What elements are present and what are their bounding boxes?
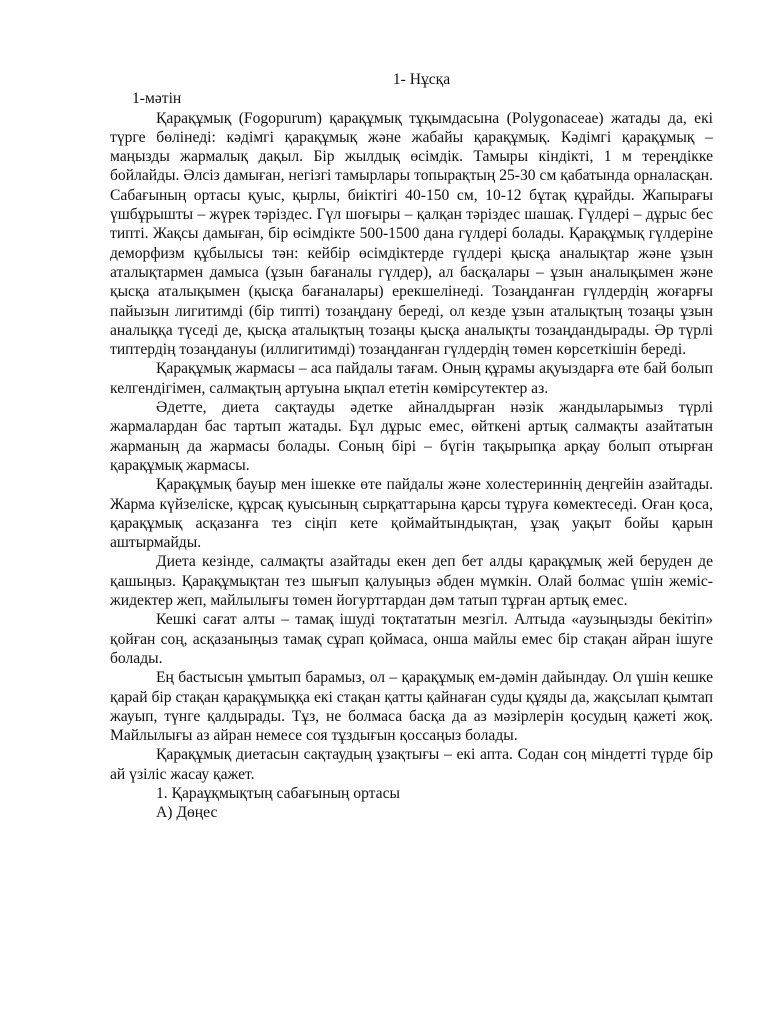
paragraph-6: Кешкі сағат алты – тамақ ішуді тоқтататын мезгіл. Алтыда «аузыңызды бекітіп» қойған соң, асқазаныңыз тамақ сұрап қоймаса, онша майлы емес бір стақан айран ішуге болады. — [110, 611, 713, 667]
paragraph-1: Қарақұмық (Fogopurum) қарақұмық тұқымдасына (Polygonaceae) жатады да, екі түрге бөлінеді: кәдімгі қарақұмық және жабайы қарақұмық. Кәдімгі қарақұмық – маңызды жармалық дақыл. Бір жылдық өсімдік. Тамыры кіндікті, 1 м тереңдікке бойлайды. Әлсіз дамыған, негізгі тамырлары топырақтың 25-30 см қабатында орналасқан. Сабағының ортасы қуыс, қырлы, биіктігі 40-150 см, 10-12 бұтақ құрайды. Жапырағы үшбұрышты – жүрек тәріздес. Гүл шоғыры – қалқан тәріздес шашақ. Гүлдері – дұрыс бес типті. Жақсы дамыған, бір өсімдікте 500-1500 дана гүлдері болады. Қарақұмық гүлдеріне деморфизм құбылысы тән: кейбір өсімдіктерде гүлдері қысқа аналықтар және ұзын аталықтармен дамыса (ұзын бағаналы гүлдер), ал басқалары – ұзын аналықымен және қысқа аталықымен (қысқа бағаналары) ерекшелінеді. Тозаңданған гүлдердің жоғарғы пайызын лигитимді (бір типті) тозаңдану береді, ол кезде ұзын аталықтың тозаңы ұзын аналыққа түседі де, қысқа аталықтың тозаңы қысқа аналықты тозаңдандырады. Әр түрлі типтердің тозаңдануы (иллигитимді) тозаңданған гүлдердің төмен көрсеткішін береді. — [110, 109, 713, 359]
paragraph-5: Диета кезінде, салмақты азайтады екен деп бет алды қарақұмық жей беруден де қашыңыз. Қарақұмықтан тез шығып қалуыңыз әбден мүмкін. Олай болмас үшін жеміс-жидектер жеп, майлылығы төмен йогурттардан дәм татып тұрған артық емес. — [110, 553, 713, 610]
question-1: 1. Қараұқмықтың сабағының ортасы — [156, 784, 401, 802]
document-page — [110, 70, 713, 823]
paragraph-2: Қарақұмық жармасы – аса пайдалы тағам. Оның құрамы ақуыздарға өте бай болып келгендігімен, салмақтың артуына ықпал ететін көмірсутектер аз. — [110, 360, 713, 397]
paragraph-4: Қарақұмық бауыр мен ішекке өте пайдалы және холестериннің деңгейін азайтады. Жарма күйзеліске, құрсақ қуысының сырқаттарына қарсы тұруға көмектеседі. Оған қоса, қарақұмық асқазанға тез сіңіп кете қоймайтындықтан, ұзақ уақыт бойы қарын аштырмайды. — [110, 476, 713, 552]
answer-option-a: А) Дөңес — [156, 804, 218, 822]
paragraph-8: Қарақұмық диетасын сақтаудың ұзақтығы – екі апта. Содан соң міндетті түрде бір ай үзіліс жасау қажет. — [110, 746, 713, 783]
variant-title: 1- Нұсқа — [392, 71, 451, 88]
paragraph-7: Ең бастысын ұмытып барамыз, ол – қарақұмық ем-дәмін дайындау. Ол үшін кешке қарай бір стақан қарақұмыққа екі стақан қатты қайнаған суды құяды да, жақсылап қымтап жауып, түнге қалдырады. Тұз, не болмаса басқа да аз мәзірлерін қосудың қажеті жоқ. Майлылығы аз айран немесе соя тұздығын қоссаңыз болады. — [110, 669, 713, 745]
text-number-label: 1-мәтін — [132, 90, 182, 108]
paragraph-3: Әдетте, диета сақтауды әдетке айналдырған нәзік жандыларымыз түрлі жармалардан бас тартып жатады. Бұл дұрыс емес, өйткені артық салмақты азайтатын жарманың да жармасы болады. Соның бірі – бүгін тақырыпқа арқау болып отырған қарақұмық жармасы. — [110, 399, 713, 474]
